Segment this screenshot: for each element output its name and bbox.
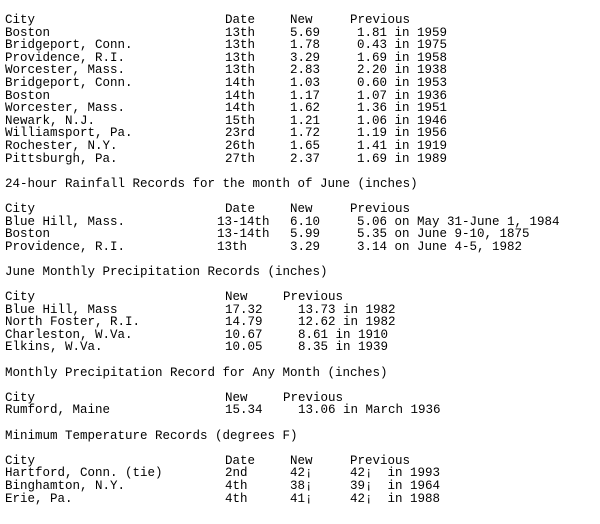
cell-previous: 1.81 in 1959 [357, 25, 448, 40]
cell-previous: 1.69 in 1989 [357, 151, 448, 166]
cell-new: 1.78 [290, 38, 321, 53]
cell-date: 13-14th [217, 214, 270, 229]
cell-new: 3.29 [290, 50, 321, 65]
cell-city: Providence, R.I. [5, 239, 126, 254]
cell-previous: 1.06 in 1946 [357, 113, 448, 128]
section-title-text: Monthly Precipitation Record for Any Month (inches) [5, 365, 388, 380]
cell-previous: 1.36 in 1951 [357, 101, 448, 116]
column-header-new: New [225, 390, 248, 405]
cell-city: Binghamton, N.Y. [5, 478, 126, 493]
cell-city: Worcester, Mass. [5, 101, 126, 116]
column-header-new: New [225, 290, 248, 305]
cell-previous: 13.06 in March 1936 [298, 403, 441, 418]
section-title-text: Minimum Temperature Records (degrees F) [5, 428, 298, 443]
cell-new: 10.05 [225, 340, 263, 355]
cell-date: 13th [225, 25, 256, 40]
cell-city: Williamsport, Pa. [5, 126, 133, 141]
cell-city: Elkins, W.Va. [5, 340, 103, 355]
cell-new: 3.29 [290, 239, 321, 254]
column-header-city: City [5, 453, 36, 468]
cell-new: 1.03 [290, 75, 321, 90]
cell-new: 38¡ [290, 478, 313, 493]
cell-city: Rochester, N.Y. [5, 138, 118, 153]
cell-date: 13th [225, 38, 256, 53]
cell-city: Blue Hill, Mass [5, 302, 118, 317]
cell-date: 27th [225, 151, 256, 166]
cell-new: 42¡ [290, 466, 313, 481]
cell-date: 4th [225, 491, 248, 506]
column-header-date: Date [225, 201, 256, 216]
cell-new: 1.21 [290, 113, 321, 128]
cell-new: 2.83 [290, 63, 321, 78]
cell-new: 14.79 [225, 315, 263, 330]
cell-new: 6.10 [290, 214, 321, 229]
cell-date: 13th [225, 63, 256, 78]
cell-city: Pittsburgh, Pa. [5, 151, 118, 166]
cell-previous: 0.43 in 1975 [357, 38, 448, 53]
cell-date: 13th [225, 50, 256, 65]
cell-new: 10.67 [225, 327, 263, 342]
cell-previous: 5.35 on June 9-10, 1875 [357, 227, 530, 242]
cell-city: Hartford, Conn. (tie) [5, 466, 163, 481]
cell-date: 13-14th [217, 227, 270, 242]
cell-city: Boston [5, 227, 51, 242]
section-title-text: 24-hour Rainfall Records for the month of June (inches) [5, 176, 418, 191]
cell-new: 1.62 [290, 101, 321, 116]
cell-new: 5.99 [290, 227, 321, 242]
cell-previous: 12.62 in 1982 [298, 315, 396, 330]
column-header-new: New [290, 13, 313, 27]
column-header-previous: Previous [350, 453, 411, 468]
cell-new: 1.72 [290, 126, 321, 141]
cell-city: Blue Hill, Mass. [5, 214, 126, 229]
cell-previous: 1.19 in 1956 [357, 126, 448, 141]
cell-previous: 8.61 in 1910 [298, 327, 389, 342]
cell-city: Boston [5, 88, 51, 103]
section-title-text: June Monthly Precipitation Records (inches) [5, 264, 328, 279]
cell-date: 14th [225, 101, 256, 116]
cell-previous: 42¡ in 1993 [350, 466, 441, 481]
cell-city: Bridgeport, Conn. [5, 38, 133, 53]
cell-date: 23rd [225, 126, 256, 141]
cell-city: Erie, Pa. [5, 491, 73, 506]
cell-previous: 2.20 in 1938 [357, 63, 448, 78]
cell-date: 2nd [225, 466, 248, 481]
cell-previous: 5.06 on May 31-June 1, 1984 [357, 214, 560, 229]
cell-city: Providence, R.I. [5, 50, 126, 65]
cell-previous: 42¡ in 1988 [350, 491, 441, 506]
cell-new: 17.32 [225, 302, 263, 317]
cell-new: 41¡ [290, 491, 313, 506]
cell-date: 13th [217, 239, 248, 254]
cell-city: Bridgeport, Conn. [5, 75, 133, 90]
cell-date: 4th [225, 478, 248, 493]
cell-previous: 3.14 on June 4-5, 1982 [357, 239, 523, 254]
cell-previous: 13.73 in 1982 [298, 302, 396, 317]
column-header-city: City [5, 201, 36, 216]
cell-previous: 0.60 in 1953 [357, 75, 448, 90]
column-header-city: City [5, 390, 36, 405]
column-header-new: New [290, 201, 313, 216]
cell-date: 14th [225, 88, 256, 103]
cell-previous: 1.07 in 1936 [357, 88, 448, 103]
cell-date: 15th [225, 113, 256, 128]
cell-new: 5.69 [290, 25, 321, 40]
cell-previous: 1.41 in 1919 [357, 138, 448, 153]
cell-new: 1.17 [290, 88, 321, 103]
cell-city: Rumford, Maine [5, 403, 111, 418]
cell-date: 26th [225, 138, 256, 153]
cell-new: 2.37 [290, 151, 321, 166]
column-header-previous: Previous [283, 290, 344, 305]
column-header-previous: Previous [283, 390, 344, 405]
cell-city: Newark, N.J. [5, 113, 96, 128]
cell-previous: 8.35 in 1939 [298, 340, 389, 355]
cell-new: 15.34 [225, 403, 263, 418]
column-header-date: Date [225, 453, 256, 468]
cell-previous: 39¡ in 1964 [350, 478, 441, 493]
cell-city: Worcester, Mass. [5, 63, 126, 78]
column-header-date: Date [225, 13, 256, 27]
cell-city: North Foster, R.I. [5, 315, 141, 330]
cell-city: Boston [5, 25, 51, 40]
cell-date: 14th [225, 75, 256, 90]
cell-new: 1.65 [290, 138, 321, 153]
column-header-new: New [290, 453, 313, 468]
cell-previous: 1.69 in 1958 [357, 50, 448, 65]
cell-city: Charleston, W.Va. [5, 327, 133, 342]
column-header-previous: Previous [350, 201, 411, 216]
column-header-city: City [5, 13, 36, 27]
column-header-previous: Previous [350, 13, 411, 27]
column-header-city: City [5, 290, 36, 305]
